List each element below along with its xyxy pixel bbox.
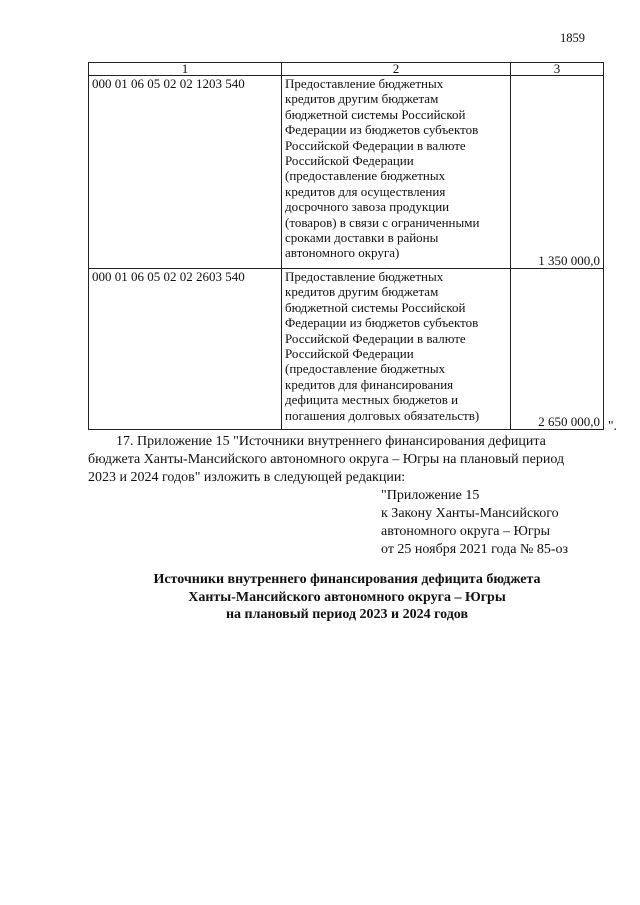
description-line: (товаров) в связи с ограниченными [285, 214, 480, 230]
amendment-paragraph [88, 433, 606, 487]
closing-quote-mark: ". [608, 418, 617, 433]
description-line: погашения долговых обязательств) [285, 407, 480, 423]
column-header-2: 2 [282, 63, 511, 76]
description-line: Федерации из бюджетов субъектов [285, 122, 479, 138]
appendix-line: автономного округа – Югры [381, 524, 550, 539]
description-line: кредитов для осуществления [285, 183, 446, 199]
column-header-1: 1 [89, 63, 282, 76]
heading-line: Ханты-Мансийского автономного округа – Югры [188, 589, 506, 605]
description-line: дефицита местных бюджетов и [285, 392, 459, 408]
appendix-line: к Закону Ханты-Мансийского [381, 506, 559, 521]
description-line: Федерации из бюджетов субъектов [285, 315, 479, 331]
heading-line: Источники внутреннего финансирования дефицита бюджета [153, 572, 541, 587]
paragraph-line: 17. Приложение 15 "Источники внутреннего финансирования дефицита [116, 434, 546, 449]
description-line: сроками доставки в районы [285, 230, 439, 246]
appendix-line: от 25 ноября 2021 года № 85-оз [381, 542, 569, 557]
row-code: 000 01 06 05 02 02 1203 540 [89, 76, 282, 269]
section-heading [88, 571, 606, 624]
appendix-line: "Приложение 15 [381, 488, 480, 503]
description-line: автономного округа) [285, 245, 400, 261]
description-line: кредитов другим бюджетам [285, 91, 439, 107]
description-line: Российской Федерации в валюте [285, 330, 466, 346]
heading-line: на плановый период 2023 и 2024 годов [225, 607, 469, 622]
description-line: кредитов другим бюджетам [285, 284, 439, 300]
page-number: 1859 [560, 31, 585, 45]
table-header-row [89, 63, 604, 76]
appendix-reference [381, 487, 621, 559]
description-line: бюджетной системы Российской [285, 106, 466, 122]
description-line: Предоставление бюджетных [285, 269, 444, 284]
row-code: 000 01 06 05 02 02 2603 540 [89, 269, 282, 430]
description-line: Предоставление бюджетных [285, 76, 444, 91]
row-description [282, 76, 511, 269]
description-line: Российской Федерации [285, 153, 414, 169]
description-line: (предоставление бюджетных [285, 361, 446, 377]
sources-table [88, 62, 604, 430]
description-line: (предоставление бюджетных [285, 168, 446, 184]
description-line: Российской Федерации в валюте [285, 137, 466, 153]
paragraph-line: бюджета Ханты-Мансийского автономного округа – Югры на плановый период [88, 452, 565, 467]
description-line: бюджетной системы Российской [285, 299, 466, 315]
table-row [89, 76, 604, 269]
row-amount: 1 350 000,0 [511, 76, 604, 269]
paragraph-line: 2023 и 2024 годов" изложить в следующей редакции: [88, 470, 406, 485]
row-description [282, 269, 511, 430]
description-line: кредитов для финансирования [285, 376, 454, 392]
description-line: досрочного завоза продукции [285, 199, 450, 215]
row-amount: 2 650 000,0 [511, 269, 604, 430]
column-header-3: 3 [511, 63, 604, 76]
table-row [89, 269, 604, 430]
description-line: Российской Федерации [285, 346, 414, 362]
